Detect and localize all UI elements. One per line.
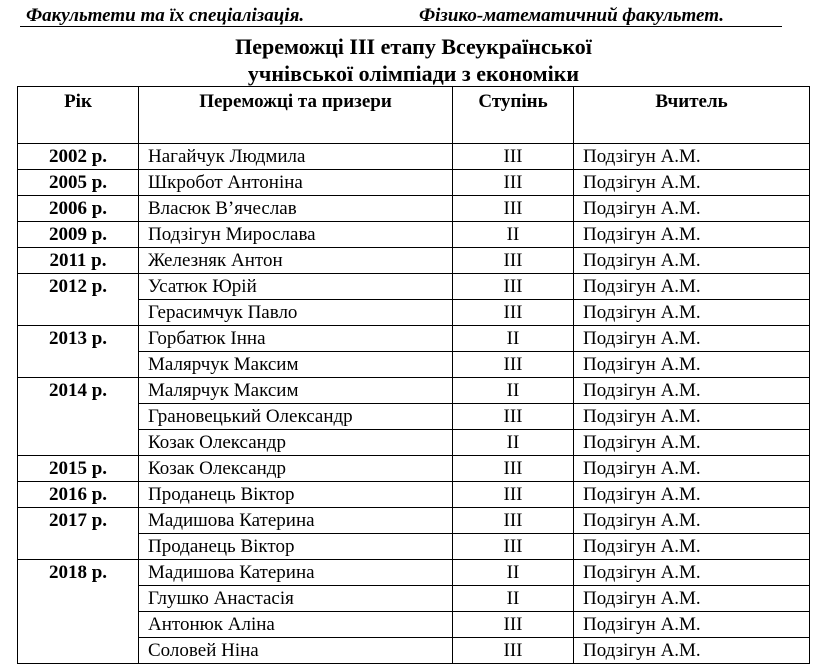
teacher-cell: Подзігун А.М.: [574, 508, 810, 534]
winner-name-cell: Усатюк Юрій: [139, 274, 453, 300]
degree-cell: ІІІ: [453, 274, 574, 300]
winner-name-cell: Антонюк Аліна: [139, 612, 453, 638]
winner-name-cell: Шкробот Антоніна: [139, 170, 453, 196]
year-cell: 2017 р.: [18, 508, 139, 560]
table-row: [18, 456, 810, 482]
year-cell: 2009 р.: [18, 222, 139, 248]
teacher-cell: Подзігун А.М.: [574, 482, 810, 508]
teacher-cell: Подзігун А.М.: [574, 300, 810, 326]
year-cell: 2014 р.: [18, 378, 139, 456]
teacher-cell: Подзігун А.М.: [574, 638, 810, 664]
year-cell: 2011 р.: [18, 248, 139, 274]
winner-name-cell: Горбатюк Інна: [139, 326, 453, 352]
winner-name-cell: Грановецький Олександр: [139, 404, 453, 430]
table-row: [18, 378, 810, 404]
degree-cell: ІІІ: [453, 196, 574, 222]
winner-name-cell: Железняк Антон: [139, 248, 453, 274]
teacher-cell: Подзігун А.М.: [574, 274, 810, 300]
teacher-cell: Подзігун А.М.: [574, 196, 810, 222]
teacher-cell: Подзігун А.М.: [574, 612, 810, 638]
table-row: [18, 274, 810, 300]
winner-name-cell: Герасимчук Павло: [139, 300, 453, 326]
degree-cell: ІІІ: [453, 248, 574, 274]
degree-cell: ІІІ: [453, 144, 574, 170]
winner-name-cell: Проданець Віктор: [139, 534, 453, 560]
winners-table: [17, 86, 810, 664]
winner-name-cell: Власюк В’ячеслав: [139, 196, 453, 222]
teacher-cell: Подзігун А.М.: [574, 430, 810, 456]
teacher-cell: Подзігун А.М.: [574, 560, 810, 586]
table-row: [18, 482, 810, 508]
table-row: [18, 196, 810, 222]
year-cell: 2015 р.: [18, 456, 139, 482]
winner-name-cell: Нагайчук Людмила: [139, 144, 453, 170]
degree-cell: ІІІ: [453, 300, 574, 326]
degree-cell: ІІІ: [453, 456, 574, 482]
year-cell: 2012 р.: [18, 274, 139, 326]
degree-cell: ІІІ: [453, 404, 574, 430]
teacher-cell: Подзігун А.М.: [574, 248, 810, 274]
degree-cell: ІІІ: [453, 352, 574, 378]
table-header-row: [18, 87, 810, 144]
column-header-winners: Переможці та призери: [139, 87, 453, 144]
column-header-degree: Ступінь: [453, 87, 574, 144]
table-row: [18, 508, 810, 534]
degree-cell: ІІІ: [453, 638, 574, 664]
degree-cell: ІІ: [453, 430, 574, 456]
teacher-cell: Подзігун А.М.: [574, 144, 810, 170]
year-cell: 2006 р.: [18, 196, 139, 222]
teacher-cell: Подзігун А.М.: [574, 586, 810, 612]
teacher-cell: Подзігун А.М.: [574, 222, 810, 248]
year-cell: 2016 р.: [18, 482, 139, 508]
degree-cell: ІІ: [453, 222, 574, 248]
teacher-cell: Подзігун А.М.: [574, 404, 810, 430]
table-row: [18, 222, 810, 248]
winner-name-cell: Глушко Анастасія: [139, 586, 453, 612]
winner-name-cell: Малярчук Максим: [139, 378, 453, 404]
degree-cell: ІІ: [453, 378, 574, 404]
degree-cell: ІІІ: [453, 508, 574, 534]
winner-name-cell: Проданець Віктор: [139, 482, 453, 508]
header-left-text: Факультети та їх спеціалізація.: [26, 5, 305, 26]
teacher-cell: Подзігун А.М.: [574, 378, 810, 404]
teacher-cell: Подзігун А.М.: [574, 352, 810, 378]
year-cell: 2013 р.: [18, 326, 139, 378]
winner-name-cell: Соловей Ніна: [139, 638, 453, 664]
teacher-cell: Подзігун А.М.: [574, 456, 810, 482]
table-row: [18, 560, 810, 586]
degree-cell: ІІІ: [453, 534, 574, 560]
degree-cell: ІІ: [453, 586, 574, 612]
table-row: [18, 248, 810, 274]
degree-cell: ІІ: [453, 326, 574, 352]
degree-cell: ІІІ: [453, 482, 574, 508]
table-row: [18, 170, 810, 196]
column-header-year: Рік: [18, 87, 139, 144]
year-cell: 2005 р.: [18, 170, 139, 196]
winner-name-cell: Мадишова Катерина: [139, 560, 453, 586]
teacher-cell: Подзігун А.М.: [574, 534, 810, 560]
winner-name-cell: Козак Олександр: [139, 430, 453, 456]
year-cell: 2002 р.: [18, 144, 139, 170]
degree-cell: ІІІ: [453, 170, 574, 196]
winner-name-cell: Мадишова Катерина: [139, 508, 453, 534]
table-row: [18, 144, 810, 170]
document-title-line-2: учнівської олімпіади з економіки: [247, 61, 580, 86]
winner-name-cell: Подзігун Мирослава: [139, 222, 453, 248]
table-row: [18, 326, 810, 352]
teacher-cell: Подзігун А.М.: [574, 170, 810, 196]
header-right-text: Фізико-математичний факультет.: [419, 5, 724, 26]
winner-name-cell: Козак Олександр: [139, 456, 453, 482]
winner-name-cell: Малярчук Максим: [139, 352, 453, 378]
year-cell: 2018 р.: [18, 560, 139, 664]
degree-cell: ІІІ: [453, 612, 574, 638]
degree-cell: ІІ: [453, 560, 574, 586]
table-body: [18, 144, 810, 664]
document-title-line-1: Переможці ІІІ етапу Всеукраїнської: [235, 34, 592, 59]
column-header-teacher: Вчитель: [574, 87, 810, 144]
page-header: [20, 6, 782, 27]
teacher-cell: Подзігун А.М.: [574, 326, 810, 352]
